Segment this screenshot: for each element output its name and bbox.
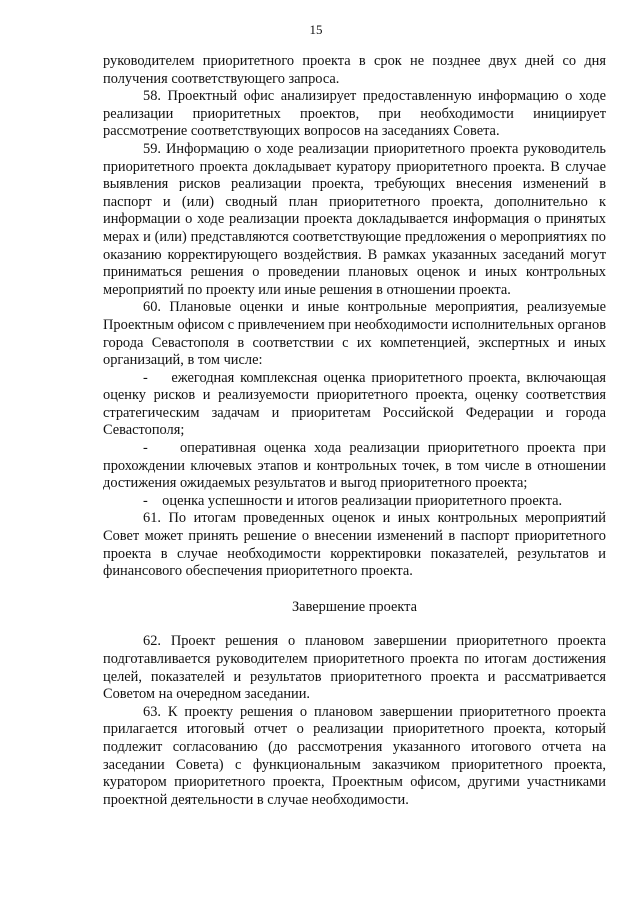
paragraph-58: 58. Проектный офис анализирует предоставленную информацию о ходе реализации приоритетных проектов, при необходимости инициирует рассмотрение соответствующих вопросов на заседаниях Совета.	[103, 88, 606, 140]
paragraph-59: 59. Информацию о ходе реализации приоритетного проекта руководитель приоритетного проекта докладывает куратору приоритетного проекта. В случае выявления рисков реализации проекта, требующих внесения изменений в паспорт и (или) сводный план приоритетного проекта, дополнительно к информации о ходе реализации проекта докладывается информация о принятых мерах и (или) представляются соответствующие предложения о мероприятиях по оказанию корректирующего воздействия. В рамках указанных заседаний могут приниматься решения о проведении плановых оценок и иных контрольных мероприятий по проекту или иные решения в отношении проекта.	[103, 140, 606, 298]
paragraph-61: 61. По итогам проведенных оценок и иных контрольных мероприятий Совет может принять решение о внесении изменений в паспорт приоритетного проекта в случае необходимости корректировки показателей, результатов и финансового обеспечения приоритетного проекта.	[103, 510, 606, 580]
list-item-annual-assessment: - ежегодная комплексная оценка приоритетного проекта, включающая оценку рисков и реализуемости приоритетного проекта, оценку соответствия стратегическим задачам и приоритетам Российской Федерации и города Севастополя;	[103, 369, 606, 439]
paragraph-continuation: руководителем приоритетного проекта в срок не позднее двух дней со дня получения соответствующего запроса.	[103, 53, 606, 87]
document-body	[103, 53, 606, 809]
list-item-success-assessment: - оценка успешности и итогов реализации приоритетного проекта.	[143, 492, 563, 509]
page-number: 15	[309, 22, 323, 37]
section-heading: Завершение проекта	[291, 598, 418, 615]
list-item-operational-assessment: - оперативная оценка хода реализации приоритетного проекта при прохождении ключевых этапов и контрольных точек, в том числе в отношении достижения ожидаемых результатов и выгод приоритетного проекта;	[103, 440, 606, 492]
paragraph-62: 62. Проект решения о плановом завершении приоритетного проекта подготавливается руководителем приоритетного проекта по итогам достижения целей, показателей и результатов приоритетного проекта и рассматривается Советом на очередном заседании.	[103, 633, 606, 703]
paragraph-63: 63. К проекту решения о плановом завершении приоритетного проекта прилагается итоговый отчет о реализации приоритетного проекта, который подлежит согласованию (до рассмотрения указанного итогового отчета на заседании Совета) с функциональным заказчиком приоритетного проекта, куратором приоритетного проекта, Проектным офисом, другими участниками проектной деятельности в случае необходимости.	[103, 703, 606, 808]
paragraph-60: 60. Плановые оценки и иные контрольные мероприятия, реализуемые Проектным офисом с привлечением при необходимости исполнительных органов города Севастополя в соответствии с их компетенцией, экспертных и иных организаций, в том числе:	[103, 299, 606, 369]
